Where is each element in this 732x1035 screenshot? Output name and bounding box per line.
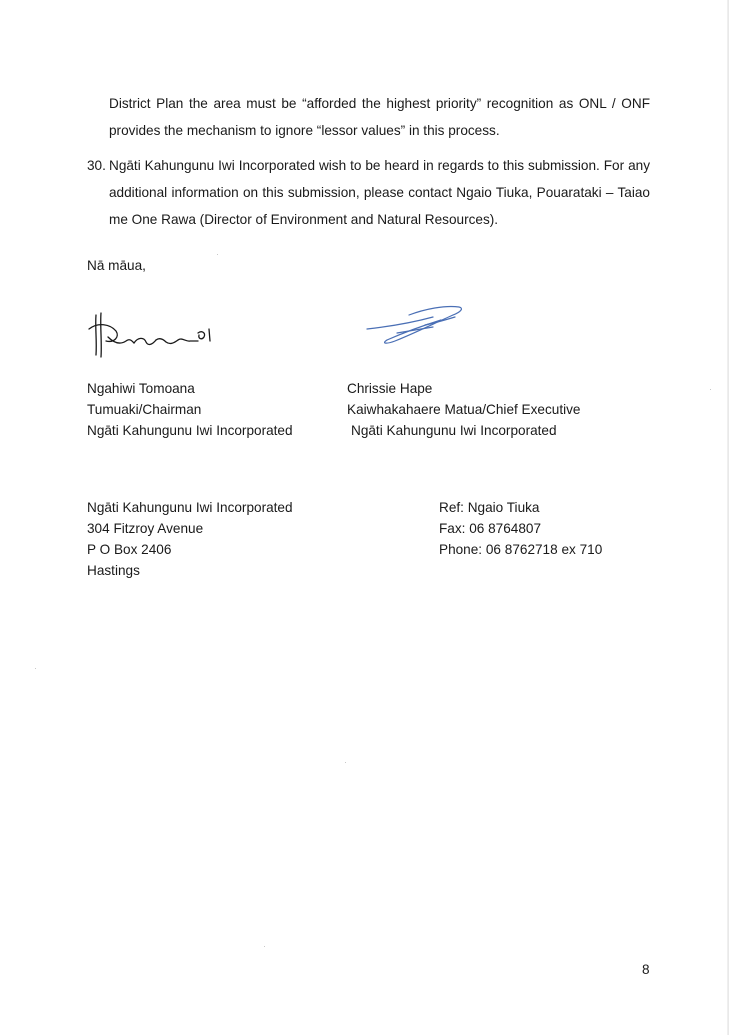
contact-details [439, 497, 602, 560]
scan-speck [710, 389, 711, 390]
address-po-box: P O Box 2406 [87, 542, 172, 557]
scan-speck [217, 254, 218, 255]
paragraph-continuation [109, 90, 650, 144]
signatory-left [87, 378, 293, 441]
signature-left-image [86, 307, 216, 363]
paragraph-body [109, 152, 650, 233]
paragraph-number: 30. [87, 158, 106, 173]
page-number: 8 [642, 962, 650, 977]
contact-fax: Fax: 06 8764807 [439, 521, 542, 536]
paragraph-30 [87, 152, 650, 233]
page-edge-shadow [727, 0, 729, 1035]
paragraph-line: provides the mechanism to ignore “lessor values” in this process. [109, 123, 500, 138]
signatory-organisation: Ngāti Kahungunu Iwi Incorporated [351, 423, 557, 438]
paragraph-line: me One Rawa (Director of Environment and Natural Resources). [109, 212, 499, 227]
scan-speck [264, 946, 265, 947]
postal-address [87, 497, 293, 581]
signatory-title: Kaiwhakahaere Matua/Chief Executive [347, 402, 581, 417]
address-organisation: Ngāti Kahungunu Iwi Incorporated [87, 500, 293, 515]
paragraph-line: additional information on this submission, please contact Ngaio Tiuka, Pouarataki – Taiao [109, 185, 650, 200]
signatory-title: Tumuaki/Chairman [87, 402, 202, 417]
address-city: Hastings [87, 563, 140, 578]
contact-phone: Phone: 06 8762718 ex 710 [439, 542, 603, 557]
paragraph-line: District Plan the area must be “afforded the highest priority” recognition as ONL / ONF [109, 96, 650, 111]
signatory-name: Ngahiwi Tomoana [87, 381, 195, 396]
signatory-right [347, 378, 581, 441]
scan-speck [345, 762, 346, 763]
signature-right-image [365, 303, 467, 351]
closing-salutation: Nā māua, [87, 258, 146, 273]
address-street: 304 Fitzroy Avenue [87, 521, 204, 536]
contact-ref: Ref: Ngaio Tiuka [439, 500, 540, 515]
scan-speck [35, 668, 36, 669]
signatory-organisation: Ngāti Kahungunu Iwi Incorporated [87, 423, 293, 438]
signatory-name: Chrissie Hape [347, 381, 433, 396]
paragraph-line: Ngāti Kahungunu Iwi Incorporated wish to be heard in regards to this submission. For any [109, 158, 650, 173]
